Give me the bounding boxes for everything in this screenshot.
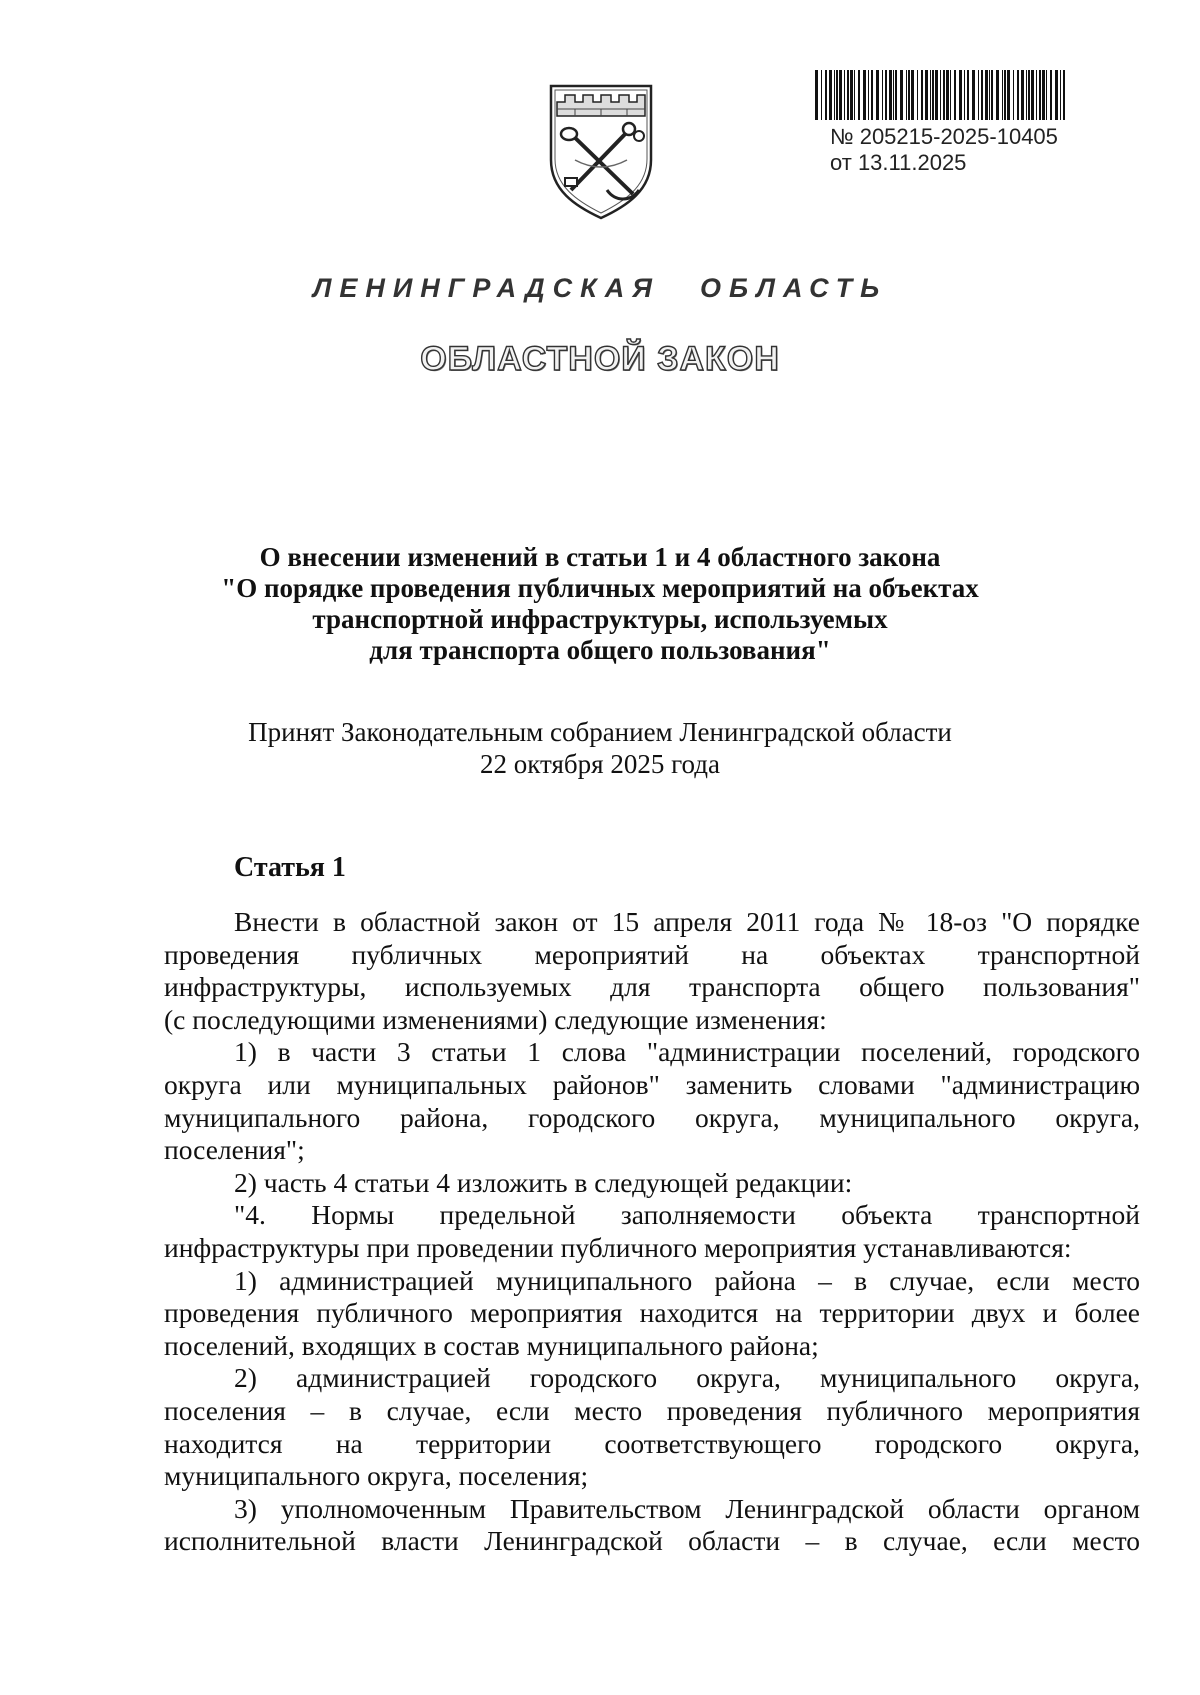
barcode-bar [825, 70, 827, 120]
body-line: округа или муниципальных районов" заменить словами "администрацию [164, 1068, 1140, 1100]
barcode-bar [1004, 70, 1006, 120]
barcode-bar [906, 70, 907, 120]
barcode-bar [1050, 70, 1052, 120]
barcode-bar [1021, 70, 1024, 120]
barcode-bar [839, 70, 842, 120]
body-line: поселений, входящих в состав муниципального района; [164, 1329, 819, 1361]
barcode-bar [829, 70, 832, 120]
barcode-bar [844, 70, 845, 120]
barcode-bar [911, 70, 914, 120]
barcode-bar [1036, 70, 1037, 120]
barcode-bar [871, 70, 873, 120]
barcode-bar [950, 70, 951, 120]
barcode-bar [946, 70, 949, 120]
body-line: проведения публичного мероприятия находится на территории двух и более [164, 1297, 1140, 1329]
registration-number: № 205215-2025-10405 [830, 124, 1058, 149]
barcode-bar [1013, 70, 1014, 120]
barcode-bar [900, 70, 903, 120]
barcode-icon [813, 70, 1070, 120]
barcode-bar [989, 70, 990, 120]
barcode-bar [940, 70, 941, 120]
body-line: Внести в областной закон от 15 апреля 2011 года № 18-оз "О порядке [234, 906, 1140, 937]
barcode-bar [943, 70, 945, 120]
barcode-bar [882, 70, 883, 120]
barcode-bar [1031, 70, 1034, 120]
barcode-bar [893, 70, 894, 120]
article-body [164, 906, 1140, 1558]
barcode-bar [954, 70, 956, 120]
barcode-bar [925, 70, 928, 120]
barcode-bar [1002, 70, 1003, 120]
barcode-bar [889, 70, 892, 120]
body-line: муниципального округа, поселения; [164, 1460, 589, 1492]
barcode-bar [1026, 70, 1027, 120]
adoption-line: Принят Законодательным собранием Ленинградской области [248, 717, 952, 747]
adoption-note [0, 716, 1200, 780]
barcode-bar [996, 70, 999, 120]
barcode-bar [1055, 70, 1058, 120]
article-heading: Статья 1 [234, 852, 346, 883]
barcode-bar [978, 70, 979, 120]
body-line: муниципального района, городского округа, муниципального округа, [164, 1101, 1140, 1133]
barcode-bar [917, 70, 918, 120]
barcode-bar [815, 70, 818, 120]
barcode-bar [876, 70, 879, 120]
barcode-bar [991, 70, 993, 120]
barcode-bar [868, 70, 869, 120]
law-title [0, 542, 1200, 666]
barcode-bar [854, 70, 855, 120]
region-word-1: ЛЕНИНГРАДСКАЯ [312, 273, 660, 303]
body-line: (с последующими изменениями) следующие изменения: [164, 1003, 827, 1035]
barcode-bar [967, 70, 969, 120]
barcode-bar [1028, 70, 1030, 120]
body-line: 2) часть 4 статьи 4 изложить в следующей редакции: [234, 1166, 853, 1198]
adoption-date: 22 октября 2025 года [480, 749, 720, 779]
barcode-bar [921, 70, 923, 120]
barcode-bar [930, 70, 931, 120]
barcode-bar [932, 70, 934, 120]
body-line: поселения – в случае, если место проведения публичного мероприятия [164, 1394, 1140, 1426]
barcode-bar [1042, 70, 1045, 120]
registration-info [830, 124, 1058, 176]
coat-of-arms-icon [545, 82, 657, 222]
document-type: ОБЛАСТНОЙ ЗАКОН [420, 340, 780, 378]
barcode-bar [834, 70, 835, 120]
body-line: "4. Нормы предельной заполняемости объекта транспортной [234, 1199, 1140, 1231]
barcode-bar [1046, 70, 1047, 120]
body-line: инфраструктуры при проведении публичного мероприятия устанавливаются: [164, 1231, 1072, 1263]
barcode-bar [850, 70, 853, 120]
barcode-bar [972, 70, 975, 120]
region-word-2: ОБЛАСТЬ [699, 273, 888, 303]
barcode-bar [895, 70, 897, 120]
body-line: 1) администрацией муниципального района – в случае, если место [234, 1264, 1140, 1296]
body-line: находится на территории соответствующего городского округа, [164, 1427, 1140, 1459]
barcode-bar [1039, 70, 1041, 120]
barcode-bar [885, 70, 887, 120]
title-line: О внесении изменений в статьи 1 и 4 областного закона [259, 542, 941, 572]
body-line: поселения"; [164, 1134, 305, 1166]
body-line: инфраструктуры, используемых для транспорта общего пользования" [164, 971, 1140, 1003]
title-line: транспортной инфраструктуры, используемых [312, 604, 888, 634]
body-line: 2) администрацией городского округа, муниципального округа, [234, 1362, 1140, 1394]
barcode-bar [863, 70, 866, 120]
registration-date: от 13.11.2025 [830, 150, 967, 175]
body-line: 1) в части 3 статьи 1 слова "администрации поселений, городского [234, 1036, 1140, 1068]
barcode-bar [1007, 70, 1010, 120]
barcode-bar [1063, 70, 1065, 120]
barcode-bar [1017, 70, 1019, 120]
barcode-bar [959, 70, 962, 120]
title-line: "О порядке проведения публичных мероприятий на объектах [221, 573, 979, 603]
barcode-bar [858, 70, 860, 120]
body-line: проведения публичных мероприятий на объектах транспортной [164, 938, 1140, 970]
barcode-bar [1060, 70, 1061, 120]
barcode-bar [836, 70, 838, 120]
barcode-bar [985, 70, 988, 120]
body-line: исполнительной власти Ленинградской области – в случае, если место [164, 1525, 1140, 1557]
barcode-bar [964, 70, 965, 120]
region-heading [0, 273, 1200, 304]
title-line: для транспорта общего пользования" [369, 635, 831, 665]
body-line: 3) уполномоченным Правительством Ленинградской области органом [234, 1492, 1140, 1524]
barcode-bar [821, 70, 822, 120]
barcode-bar [981, 70, 983, 120]
barcode-bar [908, 70, 910, 120]
barcode-bar [847, 70, 849, 120]
barcode-bar [935, 70, 938, 120]
